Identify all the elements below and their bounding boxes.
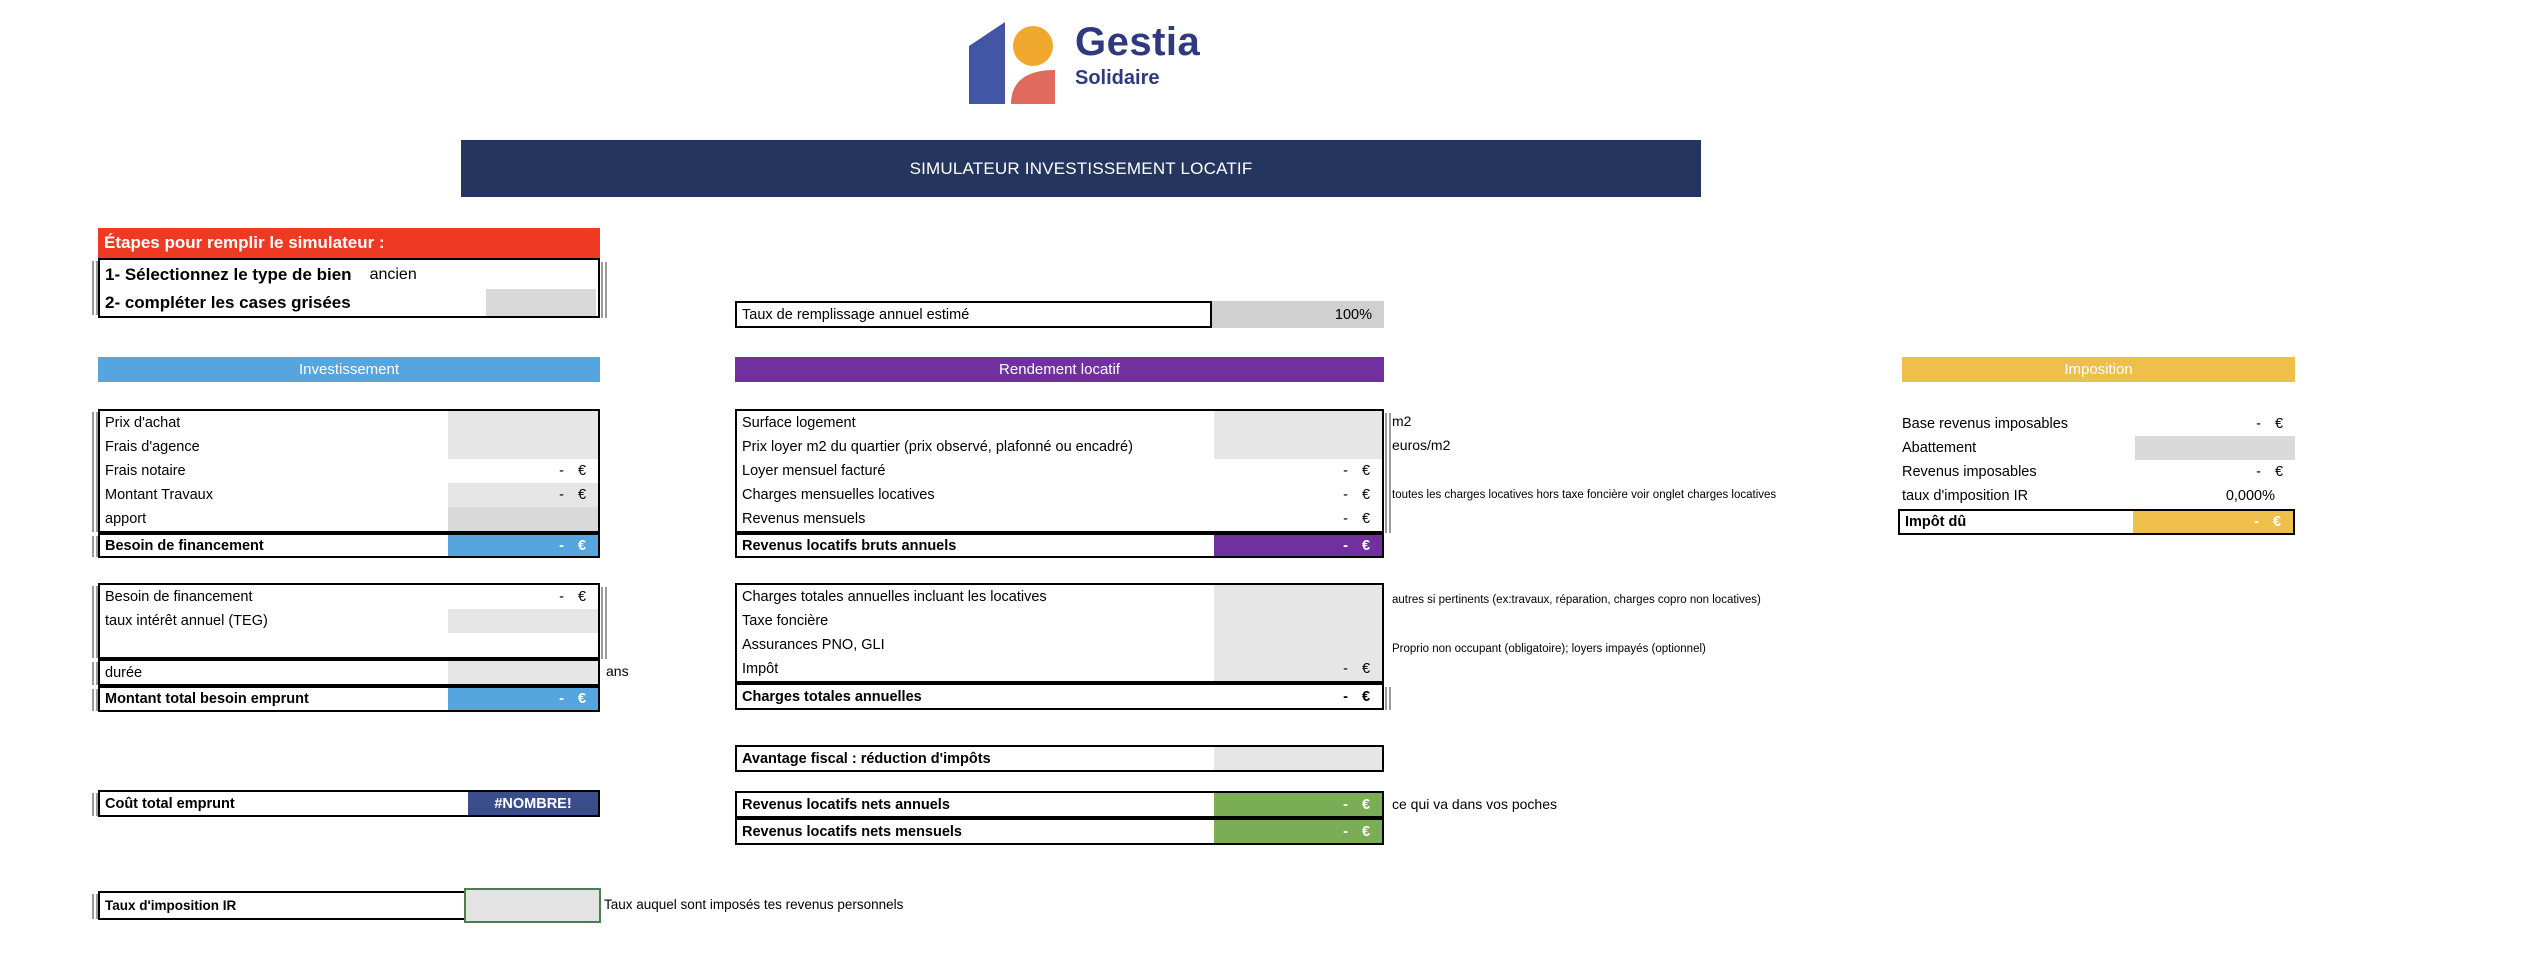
- type-de-bien-select[interactable]: ancien: [369, 265, 417, 283]
- total-value-cell: [448, 688, 598, 710]
- charges-mensuelles-value: [1214, 483, 1382, 507]
- cout-total-value: #NOMBRE!: [468, 792, 598, 815]
- row-value: 0,000%: [2225, 488, 2275, 504]
- table-row: [100, 609, 598, 633]
- row-label: taux d'imposition IR: [1902, 488, 2029, 504]
- taux-interet-input[interactable]: [448, 609, 598, 633]
- row-label: Charges totales annuelles incluant les locatives: [742, 589, 1047, 605]
- steps-box: [98, 258, 600, 318]
- table-row: [737, 459, 1382, 483]
- table-row-empty: [100, 633, 598, 657]
- avantage-label: Avantage fiscal : réduction d'impôts: [742, 750, 991, 767]
- row-label: Base revenus imposables: [1902, 416, 2069, 432]
- row-currency: €: [1362, 796, 1371, 813]
- row-label: Revenus mensuels: [742, 511, 866, 527]
- steps-header: [98, 228, 600, 258]
- table-row: [737, 609, 1382, 633]
- revenus-nets-annuels-row: [737, 793, 1382, 816]
- montant-emprunt-total: [98, 686, 600, 712]
- logo-tagline: Solidaire: [1075, 67, 1160, 89]
- avantage-row: [737, 747, 1382, 770]
- total-row: [100, 688, 598, 710]
- total-row: [1900, 511, 2293, 533]
- row-label: Besoin de financement: [105, 589, 253, 605]
- investissement-table: [98, 409, 600, 533]
- value-cell: [1214, 820, 1382, 843]
- total-value-cell: [1214, 535, 1382, 556]
- table-row: [737, 483, 1382, 507]
- revenus-nets-note: ce qui va dans vos poches: [1392, 796, 1557, 812]
- taux-ir-note: Taux auquel sont imposés tes revenus personnels: [604, 897, 904, 912]
- fill-rate-label: Taux de remplissage annuel estimé: [742, 306, 970, 323]
- row-value: -: [1343, 511, 1348, 527]
- pane-sliver: [91, 586, 98, 658]
- steps-header-label: Étapes pour remplir le simulateur :: [104, 233, 385, 252]
- table-row: [1902, 484, 2295, 508]
- impot-input[interactable]: [1214, 657, 1382, 681]
- row-label: apport: [105, 511, 147, 527]
- assurances-note: Proprio non occupant (obligatoire); loyers impayés (optionnel): [1392, 643, 1706, 655]
- pane-sliver: [1384, 413, 1391, 533]
- row-label: Impôt: [742, 661, 779, 677]
- emprunt-table: [98, 583, 600, 659]
- section-header-rendement: Rendement locatif: [735, 357, 1384, 382]
- charges-totales-input[interactable]: [1214, 585, 1382, 609]
- table-row: [100, 459, 598, 483]
- row-currency: €: [2275, 464, 2284, 480]
- frais-agence-input[interactable]: [448, 435, 598, 459]
- row-value: -: [1343, 796, 1348, 813]
- row-currency: €: [2275, 416, 2284, 432]
- step-2-input[interactable]: [486, 289, 596, 316]
- logo-wordmark: Gestia: [1075, 20, 1201, 64]
- step-1-label: 1- Sélectionnez le type de bien: [105, 264, 352, 284]
- cout-total-row: [100, 792, 598, 815]
- row-currency: €: [1362, 511, 1371, 527]
- row-label: Revenus imposables: [1902, 464, 2037, 480]
- step-1-row: [100, 260, 598, 289]
- avantage-fiscal-box: [735, 745, 1384, 772]
- table-row: [100, 585, 598, 609]
- charges-autres-note: autres si pertinents (ex:travaux, réparation, charges copro non locatives): [1392, 594, 1761, 606]
- pane-sliver: [91, 412, 98, 532]
- row-currency: €: [1362, 823, 1371, 840]
- pane-sliver: [91, 894, 98, 919]
- table-row: [100, 435, 598, 459]
- section-header-investissement: Investissement: [98, 357, 600, 382]
- table-row: [1902, 436, 2295, 460]
- app-logo: [965, 12, 1265, 112]
- row-value: -: [1343, 823, 1348, 840]
- table-row: [100, 507, 598, 531]
- gestia-logo-mark: [965, 20, 1061, 106]
- row-value: -: [559, 463, 564, 479]
- revenus-mensuels-value: [1214, 507, 1382, 531]
- prix-achat-input[interactable]: [448, 411, 598, 435]
- revenus-nets-mensuels-row: [737, 820, 1382, 843]
- row-value: -: [1343, 537, 1348, 554]
- row-label: Frais notaire: [105, 463, 186, 479]
- page-title: SIMULATEUR INVESTISSEMENT LOCATIF: [461, 140, 1701, 197]
- revenus-bruts-total: [735, 533, 1384, 558]
- frais-notaire-value: [448, 459, 598, 483]
- pane-sliver: [600, 262, 607, 318]
- taux-ir-input[interactable]: [464, 888, 601, 923]
- cout-total-label: Coût total emprunt: [105, 795, 235, 812]
- pane-sliver: [91, 536, 98, 557]
- row-label: Revenus locatifs nets mensuels: [742, 823, 962, 840]
- loyer-mensuel-value: [1214, 459, 1382, 483]
- table-row: [737, 435, 1382, 459]
- row-value: -: [1343, 487, 1348, 503]
- row-label: Impôt dû: [1905, 514, 1967, 530]
- total-value-cell: [2133, 511, 2293, 533]
- row-label: taux intérêt annuel (TEG): [105, 613, 268, 629]
- row-label: Taxe foncière: [742, 613, 829, 629]
- row-value: -: [2256, 416, 2261, 432]
- table-row: [100, 411, 598, 435]
- avantage-fiscal-input[interactable]: [1214, 747, 1382, 770]
- base-revenus-value: [2135, 412, 2295, 436]
- table-row: [737, 633, 1382, 657]
- row-label: Revenus locatifs bruts annuels: [742, 537, 957, 554]
- row-label: Prix d'achat: [105, 415, 181, 431]
- impot-du-total: [1898, 509, 2295, 535]
- table-row: [1902, 412, 2295, 436]
- row-label: Frais d'agence: [105, 439, 200, 455]
- row-label: Montant total besoin emprunt: [105, 691, 309, 707]
- charges-locatives-note: toutes les charges locatives hors taxe foncière voir onglet charges locatives: [1392, 489, 1777, 501]
- duree-input[interactable]: [448, 661, 598, 684]
- surface-logement-input[interactable]: [1214, 411, 1382, 435]
- charges-totales-annuelles-total: [735, 683, 1384, 710]
- row-currency: €: [578, 589, 587, 605]
- row-label: Montant Travaux: [105, 487, 213, 503]
- duree-label: durée: [105, 664, 143, 681]
- imposition-table: [1902, 412, 2295, 508]
- row-label: Loyer mensuel facturé: [742, 463, 886, 479]
- row-currency: €: [578, 537, 587, 554]
- row-value: -: [2256, 464, 2261, 480]
- prix-loyer-unit: euros/m2: [1392, 437, 1451, 453]
- pane-sliver: [600, 587, 607, 659]
- pane-sliver: [91, 662, 98, 685]
- row-label: Charges totales annuelles: [742, 688, 922, 705]
- section-header-imposition: Imposition: [1902, 357, 2295, 382]
- row-value: -: [559, 487, 564, 503]
- duree-unit: ans: [606, 663, 629, 679]
- montant-travaux-input[interactable]: [448, 483, 598, 507]
- row-currency: €: [578, 463, 587, 479]
- total-row: [100, 535, 598, 556]
- fill-rate-row: [737, 303, 1210, 326]
- step-2-row: [100, 289, 598, 316]
- total-row: [737, 685, 1382, 708]
- row-label: Assurances PNO, GLI: [742, 637, 885, 653]
- step-2-label: 2- compléter les cases grisées: [105, 292, 351, 312]
- pane-sliver: [91, 689, 98, 711]
- table-row: [737, 411, 1382, 435]
- row-currency: €: [1362, 688, 1371, 705]
- taux-ir-label: Taux d'imposition IR: [105, 897, 237, 913]
- besoin-financement-total: [98, 533, 600, 558]
- taux-imposition-value: [2135, 484, 2295, 508]
- pane-sliver: [1384, 687, 1391, 710]
- taxe-fonciere-input[interactable]: [1214, 609, 1382, 633]
- row-currency: €: [1362, 661, 1371, 677]
- row-currency: €: [1362, 487, 1371, 503]
- value-cell: [1214, 793, 1382, 816]
- assurances-input[interactable]: [1214, 633, 1382, 657]
- total-value-cell: [448, 535, 598, 556]
- row-currency: €: [578, 691, 587, 707]
- row-value: -: [559, 537, 564, 554]
- table-row: [737, 657, 1382, 681]
- rendement-table: [735, 409, 1384, 533]
- prix-loyer-m2-input[interactable]: [1214, 435, 1382, 459]
- besoin-financement-value: [448, 585, 598, 609]
- total-value-cell: [1214, 685, 1382, 708]
- duree-row-box: [98, 659, 600, 686]
- revenus-nets-annuels-box: [735, 791, 1384, 818]
- row-value: -: [1343, 463, 1348, 479]
- abattement-input[interactable]: [2135, 436, 2295, 460]
- pane-sliver: [91, 261, 98, 315]
- table-row: [737, 585, 1382, 609]
- row-label: Surface logement: [742, 415, 856, 431]
- total-row: [737, 535, 1382, 556]
- row-label: Abattement: [1902, 440, 1977, 456]
- row-currency: €: [578, 487, 587, 503]
- fill-rate-label-box: [735, 301, 1212, 328]
- duree-row: [100, 661, 598, 684]
- row-currency: €: [1362, 463, 1371, 479]
- row-label: Prix loyer m2 du quartier (prix observé, plafonné ou encadré): [742, 439, 1133, 455]
- row-label: Besoin de financement: [105, 537, 264, 554]
- row-value: -: [559, 589, 564, 605]
- row-currency: €: [2273, 514, 2282, 530]
- row-value: -: [1343, 661, 1348, 677]
- row-label: Revenus locatifs nets annuels: [742, 796, 950, 813]
- row-value: -: [559, 691, 564, 707]
- row-currency: €: [1362, 537, 1371, 554]
- row-value: -: [1343, 688, 1348, 705]
- row-label: Charges mensuelles locatives: [742, 487, 935, 503]
- pane-sliver: [91, 793, 98, 816]
- revenus-imposables-value: [2135, 460, 2295, 484]
- revenus-nets-mensuels-box: [735, 818, 1384, 845]
- row-value: -: [2254, 514, 2259, 530]
- apport-input[interactable]: [448, 507, 598, 531]
- table-row: [1902, 460, 2295, 484]
- charges-table: [735, 583, 1384, 683]
- surface-unit: m2: [1392, 413, 1412, 429]
- cout-total-emprunt-box: [98, 790, 600, 817]
- table-row: [737, 507, 1382, 531]
- table-row: [100, 483, 598, 507]
- fill-rate-value[interactable]: 100%: [1212, 301, 1384, 328]
